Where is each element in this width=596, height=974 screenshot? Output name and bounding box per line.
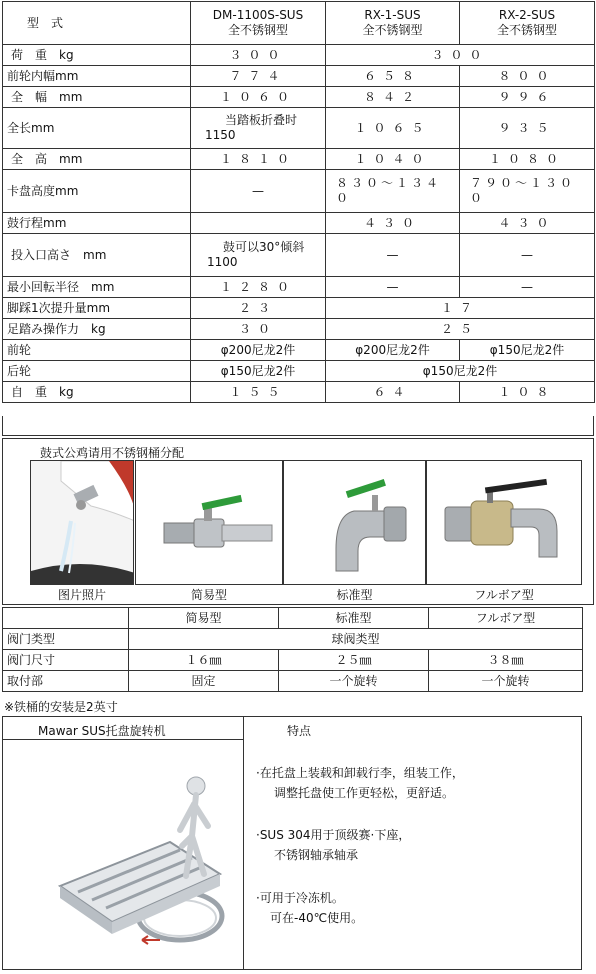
spec-row-rear-wheel: 后轮 φ150尼龙2件 φ150尼龙2件 bbox=[3, 361, 595, 382]
inlet-dm: 鼓可以30°倾斜 1100 bbox=[191, 234, 326, 277]
photo-caption-2: 简易型 bbox=[190, 588, 227, 602]
photo-valve-fullbore bbox=[426, 460, 582, 585]
model-dm1100s: DM-1100S-SUS 全不锈钢型 bbox=[191, 2, 326, 45]
spec-table bbox=[2, 1, 595, 403]
chuck-rx1: ８３０～１３４ ０ bbox=[326, 170, 460, 213]
spec-header-row bbox=[3, 2, 595, 45]
feature-item-2: ·SUS 304用于顶级赛·下座， 不锈钢轴承轴承 bbox=[256, 828, 411, 862]
photo-bucket-pour bbox=[30, 460, 134, 585]
spec-row-inlet: 投入口高さ mm 鼓可以30°倾斜 1100 — — bbox=[3, 234, 595, 277]
chuck-rx2: ７９０～１３０ ０ bbox=[460, 170, 595, 213]
feature-item-3: ·可用于冷冻机。 可在-40℃使用。 bbox=[256, 891, 364, 925]
mawar-divider bbox=[243, 716, 244, 970]
feature-item-1: ·在托盘上装载和卸载行李，组装工作， 调整托盘使工作更轻松，更舒适。 bbox=[256, 766, 464, 800]
spec-row-weight: 自 重 kg １５５ ６４ １０８ bbox=[3, 382, 595, 403]
length-dm: 当踏板折叠时 1150 bbox=[191, 108, 326, 149]
photo-caption-4: フルボア型 bbox=[474, 588, 534, 602]
mawar-title: Mawar SUS托盘旋转机 bbox=[38, 724, 166, 738]
photo-valve-simple bbox=[135, 460, 283, 585]
valve-row-mount: 取付部 固定 一个旋转 一个旋转 bbox=[3, 671, 583, 692]
spec-row-length: 全长mm 当踏板折叠时 1150 １０６５ ９３５ bbox=[3, 108, 595, 149]
spec-row-radius: 最小回転半径 mm １２８０ — — bbox=[3, 277, 595, 298]
spec-row-front-wheel: 前轮 φ200尼龙2件 φ200尼龙2件 φ150尼龙2件 bbox=[3, 340, 595, 361]
valve-row-size: 阀门尺寸 １６㎜ ２５㎜ ３８㎜ bbox=[3, 650, 583, 671]
spec-row-chuck: 卡盘高度mm — ８３０～１３４ ０ ７９０～１３０ ０ bbox=[3, 170, 595, 213]
spec-row-lift: 脚踩1次提升量mm ２３ １７ bbox=[3, 298, 595, 319]
model-rx1: RX-1-SUS 全不锈钢型 bbox=[326, 2, 460, 45]
valve-table bbox=[2, 607, 583, 692]
bucket-section-title: 鼓式公鸡请用不锈钢桶分配 bbox=[40, 446, 185, 460]
photo-caption-1: 图片照片 bbox=[57, 588, 106, 602]
spec-row-force: 足踏み操作力 kg ３０ ２５ bbox=[3, 319, 595, 340]
spec-row-height: 全 高 mm １８１０ １０４０ １０８０ bbox=[3, 149, 595, 170]
photo-caption-3: 标准型 bbox=[336, 588, 373, 602]
model-rx2: RX-2-SUS 全不锈钢型 bbox=[460, 2, 595, 45]
valve-row-type: 阀门类型 球阀类型 bbox=[3, 629, 583, 650]
bucket-note: ※铁桶的安装是2英寸 bbox=[4, 700, 118, 714]
photo-valve-standard bbox=[283, 460, 426, 585]
features-title: 特点 bbox=[287, 724, 312, 738]
header-label: 型 式 bbox=[3, 2, 191, 45]
section-divider bbox=[2, 416, 594, 436]
spec-row-load: 荷 重 kg ３００ ３００ bbox=[3, 45, 595, 66]
valve-header-row: 简易型 标准型 フルボア型 bbox=[3, 608, 583, 629]
pallet-rotator-illustration bbox=[20, 746, 230, 966]
spec-row-width: 全 幅 mm １０６０ ８４２ ９９６ bbox=[3, 87, 595, 108]
spec-row-front-inner: 前轮内幅mm ７７４ ６５８ ８００ bbox=[3, 66, 595, 87]
spec-row-stroke: 鼓行程mm ４３０ ４３０ bbox=[3, 213, 595, 234]
